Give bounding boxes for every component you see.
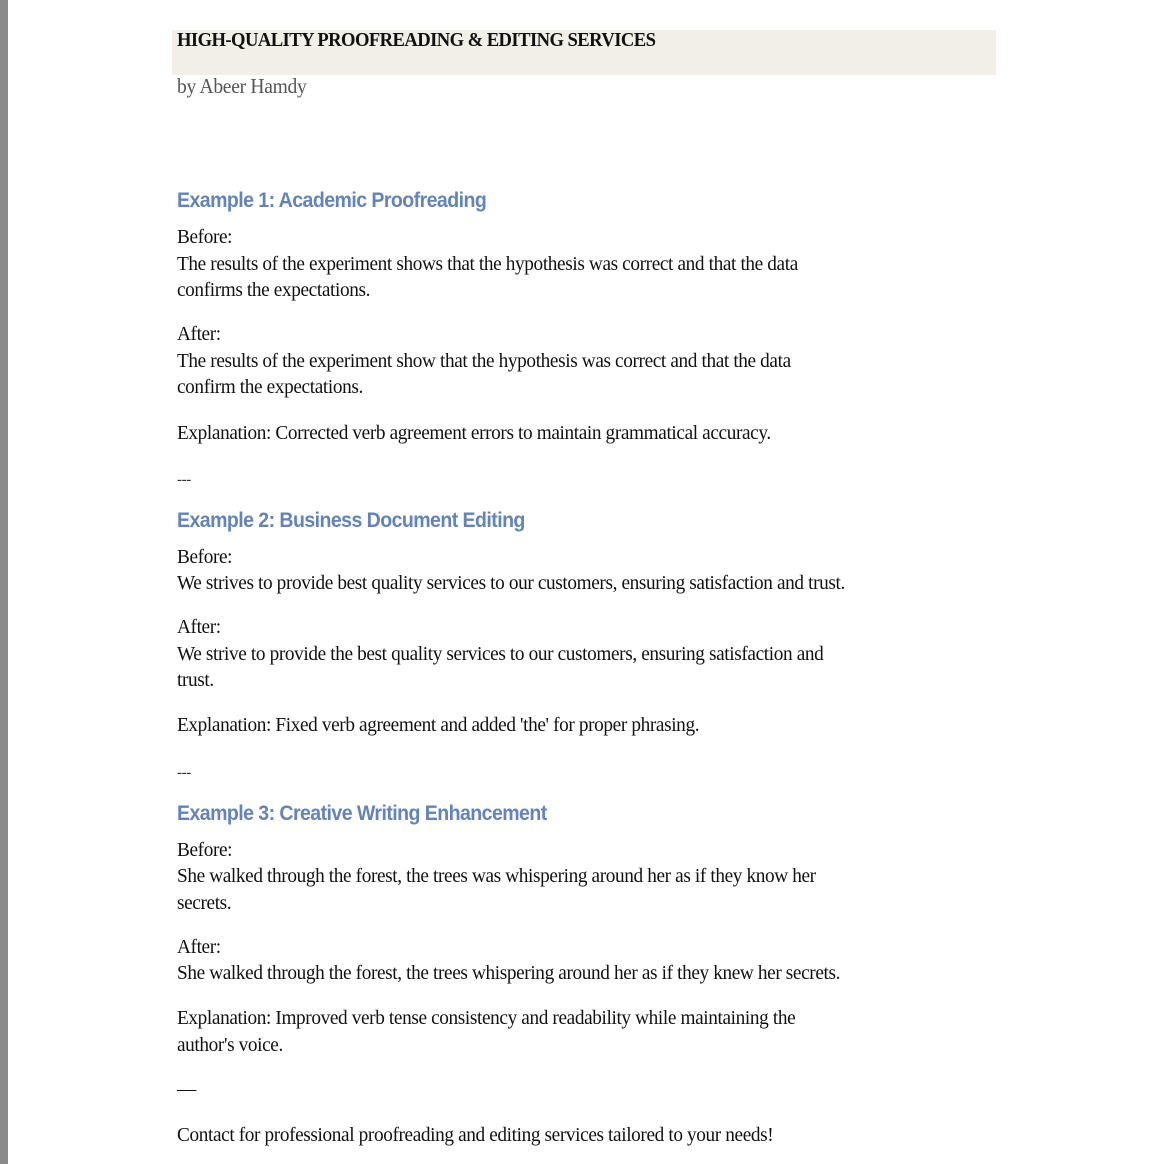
example-2-after-label: After: [177, 616, 221, 638]
example-2-separator: --- [177, 764, 191, 781]
document-title: HIGH-QUALITY PROOFREADING & EDITING SERVICES [177, 29, 656, 51]
example-3-before-line-2: secrets. [177, 892, 232, 914]
example-3-after-line-1: She walked through the forest, the trees whispering around her as if they knew her secrets. [177, 962, 841, 984]
example-1-explanation: Explanation: Corrected verb agreement errors to maintain grammatical accuracy. [177, 422, 771, 444]
example-3-explanation-line-2: author's voice. [177, 1034, 283, 1056]
example-1-before-line-2: confirms the expectations. [177, 279, 371, 301]
closing-text: Contact for professional proofreading and editing services tailored to your needs! [177, 1124, 774, 1146]
example-3-after-label: After: [177, 936, 221, 958]
example-2-after-line-1: We strive to provide the best quality services to our customers, ensuring satisfaction and [177, 643, 824, 665]
example-3-separator: — [177, 1078, 196, 1100]
example-3-explanation-line-1: Explanation: Improved verb tense consistency and readability while maintaining the [177, 1007, 796, 1029]
example-1-after-line-2: confirm the expectations. [177, 376, 363, 398]
example-1-before-line-1: The results of the experiment shows that the hypothesis was correct and that the data [177, 253, 798, 275]
example-1-before-label: Before: [177, 226, 233, 248]
example-1-after-label: After: [177, 323, 221, 345]
example-1-separator: --- [177, 471, 191, 488]
example-2-before-label: Before: [177, 546, 233, 568]
example-1-heading: Example 1: Academic Proofreading [177, 189, 487, 212]
example-3-before-label: Before: [177, 839, 233, 861]
example-2-after-line-2: trust. [177, 669, 214, 691]
example-2-explanation: Explanation: Fixed verb agreement and added 'the' for proper phrasing. [177, 714, 700, 736]
byline: by Abeer Hamdy [177, 74, 307, 98]
window-edge [0, 0, 8, 1164]
example-2-heading: Example 2: Business Document Editing [177, 509, 525, 532]
example-1-after-line-1: The results of the experiment show that the hypothesis was correct and that the data [177, 350, 791, 372]
example-2-before-line-1: We strives to provide best quality services to our customers, ensuring satisfaction and trust. [177, 572, 845, 594]
example-3-heading: Example 3: Creative Writing Enhancement [177, 802, 547, 825]
example-3-before-line-1: She walked through the forest, the trees was whispering around her as if they know her [177, 865, 816, 887]
